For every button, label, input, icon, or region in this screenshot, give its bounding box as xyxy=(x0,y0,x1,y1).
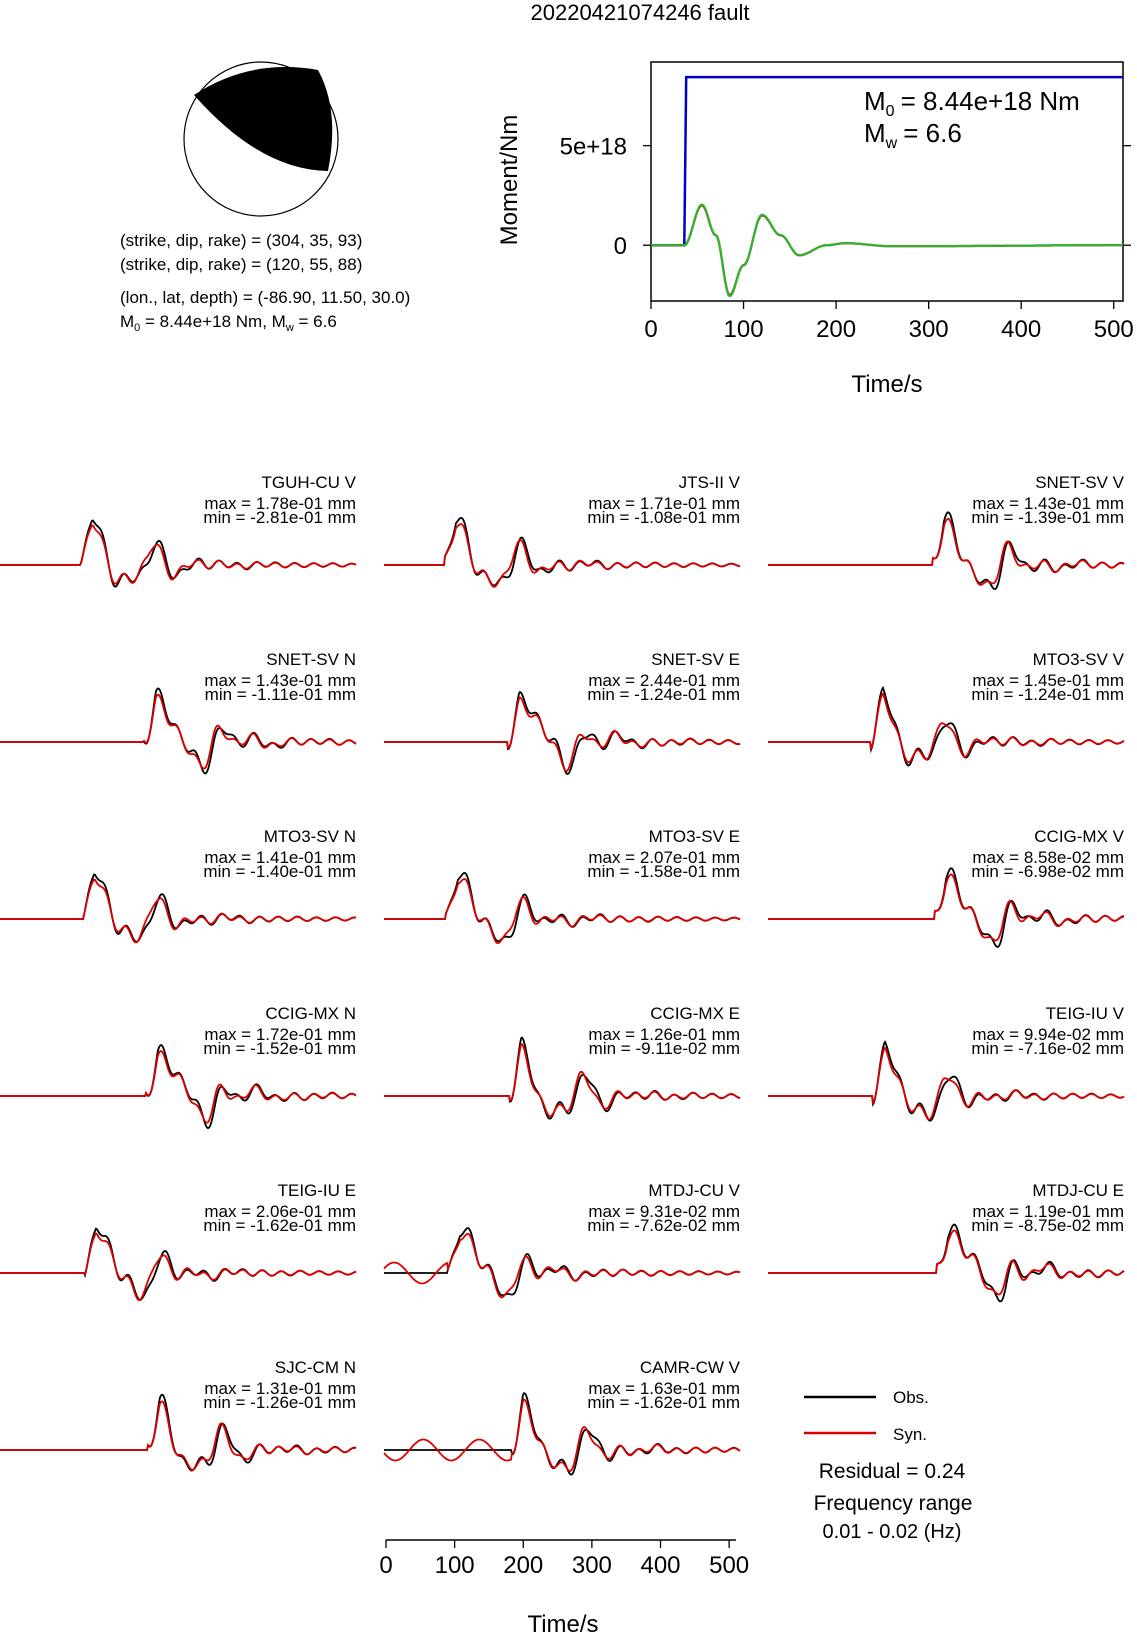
station-name: JTS-II V xyxy=(678,473,740,492)
moment-axes xyxy=(560,134,1134,343)
moment-xtick-label: 200 xyxy=(816,316,857,343)
moment-rate-line-green xyxy=(651,205,1123,296)
waveform-panel xyxy=(768,827,1125,947)
min-amplitude: min = -8.75e-02 mm xyxy=(971,1216,1124,1235)
min-amplitude: min = -1.62e-01 mm xyxy=(587,1393,740,1412)
waveform-xtick-label: 300 xyxy=(571,1552,612,1579)
mw-annotation: $M_w = 6.6$ xyxy=(864,118,962,152)
synthetic-trace xyxy=(768,519,1124,585)
moment-xlabel: Time/s xyxy=(851,371,923,398)
station-name: SJC-CM N xyxy=(274,1358,356,1377)
station-name: MTO3-SV N xyxy=(263,827,356,846)
max-amplitude: max = 9.31e-02 mm xyxy=(588,1202,740,1221)
min-amplitude: min = -1.40e-01 mm xyxy=(203,862,356,881)
max-amplitude: max = 2.06e-01 mm xyxy=(204,1202,356,1221)
waveform-panel xyxy=(0,1004,356,1128)
waveform-panel xyxy=(0,1358,356,1471)
waveform-time-axis xyxy=(379,1540,749,1579)
min-amplitude: min = -6.98e-02 mm xyxy=(971,862,1124,881)
m0-mid: = 8.44e+18 Nm, M xyxy=(140,312,286,331)
max-amplitude: max = 8.58e-02 mm xyxy=(972,848,1124,867)
max-amplitude: max = 1.72e-01 mm xyxy=(204,1025,356,1044)
max-amplitude: max = 1.31e-01 mm xyxy=(204,1379,356,1398)
waveform-panel xyxy=(0,827,356,943)
synthetic-trace xyxy=(0,526,356,584)
waveform-panel xyxy=(384,1004,740,1119)
max-amplitude: max = 2.07e-01 mm xyxy=(588,848,740,867)
synthetic-trace xyxy=(768,874,1124,940)
synthetic-trace xyxy=(384,1234,740,1298)
station-name: CCIG-MX V xyxy=(1034,827,1124,846)
waveform-panel xyxy=(384,827,740,943)
waveform-xtick-label: 100 xyxy=(434,1552,475,1579)
waveform-panel xyxy=(768,1004,1125,1121)
min-amplitude: min = -1.62e-01 mm xyxy=(203,1216,356,1235)
station-name: CCIG-MX N xyxy=(265,1004,356,1023)
min-amplitude: min = -1.24e-01 mm xyxy=(971,685,1124,704)
observed-trace xyxy=(0,875,356,942)
min-amplitude: min = -1.11e-01 mm xyxy=(204,685,356,704)
observed-trace xyxy=(384,1228,740,1295)
synthetic-trace xyxy=(0,879,356,942)
waveform-panel xyxy=(0,473,357,587)
waveform-xtick-label: 200 xyxy=(503,1552,544,1579)
m0-sub: 0 xyxy=(134,322,141,334)
synthetic-trace xyxy=(0,695,356,769)
station-name: TGUH-CU V xyxy=(261,473,356,492)
min-amplitude: min = -1.52e-01 mm xyxy=(203,1039,356,1058)
focal-line-2: (strike, dip, rake) = (120, 55, 88) xyxy=(120,255,363,274)
synthetic-trace xyxy=(384,524,740,587)
frequency-title: Frequency range xyxy=(813,1492,973,1515)
moment-annotation xyxy=(864,86,1080,152)
max-amplitude: max = 1.43e-01 mm xyxy=(972,494,1124,513)
max-amplitude: max = 1.19e-01 mm xyxy=(972,1202,1124,1221)
station-name: TEIG-IU V xyxy=(1045,1004,1124,1023)
moment-ytick-label: 5e+18 xyxy=(559,133,627,161)
min-amplitude: min = -7.62e-02 mm xyxy=(587,1216,740,1235)
min-amplitude: min = -1.58e-01 mm xyxy=(587,862,740,881)
moment-rate-line-red xyxy=(651,205,1123,295)
observed-trace xyxy=(768,1225,1124,1302)
waveform-panels xyxy=(0,473,1125,1475)
min-amplitude: min = -1.24e-01 mm xyxy=(587,685,740,704)
focal-line-3: (lon., lat, depth) = (-86.90, 11.50, 30.0) xyxy=(120,288,411,307)
max-amplitude: max = 1.71e-01 mm xyxy=(588,494,740,513)
synthetic-trace xyxy=(0,1234,356,1301)
max-amplitude: max = 1.45e-01 mm xyxy=(972,671,1124,690)
frequency-value: 0.01 - 0.02 (Hz) xyxy=(822,1521,962,1543)
station-name: SNET-SV V xyxy=(1035,473,1124,492)
station-name: MTO3-SV E xyxy=(648,827,740,846)
min-amplitude: min = -1.39e-01 mm xyxy=(971,508,1124,527)
station-name: SNET-SV E xyxy=(651,650,740,669)
station-name: CCIG-MX E xyxy=(650,1004,740,1023)
waveform-xtick-label: 0 xyxy=(379,1552,393,1579)
waveform-panel xyxy=(0,650,356,774)
moment-xtick-label: 0 xyxy=(644,316,658,343)
max-amplitude: max = 1.41e-01 mm xyxy=(204,848,356,867)
m0-prefix: M xyxy=(120,312,135,331)
min-amplitude: min = -7.16e-02 mm xyxy=(971,1039,1124,1058)
m0-annotation: $M_0 = 8.44e+18$ Nm xyxy=(864,86,1080,120)
waveform-xtick-label: 400 xyxy=(640,1552,681,1579)
focal-line-1: (strike, dip, rake) = (304, 35, 93) xyxy=(120,231,363,250)
synthetic-trace xyxy=(384,698,740,772)
max-amplitude: max = 1.26e-01 mm xyxy=(588,1025,740,1044)
waveform-panel xyxy=(768,1181,1124,1301)
station-name: MTDJ-CU E xyxy=(1032,1181,1124,1200)
min-amplitude: min = -1.26e-01 mm xyxy=(203,1393,356,1412)
focal-moment-line xyxy=(120,312,337,334)
moment-xtick-label: 500 xyxy=(1093,316,1134,343)
station-name: TEIG-IU E xyxy=(277,1181,356,1200)
max-amplitude: max = 9.94e-02 mm xyxy=(972,1025,1124,1044)
observed-trace xyxy=(384,518,740,586)
max-amplitude: max = 1.78e-01 mm xyxy=(204,494,356,513)
moment-xtick-label: 400 xyxy=(1001,316,1042,343)
moment-ylabel: Moment/Nm xyxy=(496,114,523,246)
waveform-panel xyxy=(384,1358,741,1475)
waveform-panel xyxy=(384,650,740,774)
station-name: MTDJ-CU V xyxy=(648,1181,740,1200)
moment-plot xyxy=(496,62,1134,398)
legend-obs-label: Obs. xyxy=(893,1388,929,1407)
moment-xtick-label: 300 xyxy=(908,316,949,343)
station-name: CAMR-CW V xyxy=(639,1358,740,1377)
synthetic-trace xyxy=(768,1230,1124,1294)
legend xyxy=(804,1388,972,1543)
station-name: MTO3-SV V xyxy=(1032,650,1124,669)
figure-title: 20220421074246 fault xyxy=(530,0,750,25)
waveform-panel xyxy=(0,1181,356,1300)
waveform-panel xyxy=(384,473,741,587)
synthetic-trace xyxy=(0,1051,356,1123)
waveform-panel xyxy=(384,1181,741,1297)
synthetic-trace xyxy=(768,694,1124,762)
observed-trace xyxy=(0,1229,356,1300)
synthetic-trace xyxy=(384,879,740,943)
max-amplitude: max = 1.63e-01 mm xyxy=(588,1379,740,1398)
waveform-xlabel: Time/s xyxy=(527,1611,599,1636)
min-amplitude: min = -9.11e-02 mm xyxy=(588,1039,740,1058)
waveform-xtick-label: 500 xyxy=(709,1552,750,1579)
observed-trace xyxy=(384,873,740,941)
max-amplitude: max = 1.43e-01 mm xyxy=(204,671,356,690)
waveform-panel xyxy=(768,473,1125,589)
observed-trace xyxy=(0,521,356,587)
waveform-panel xyxy=(768,650,1125,766)
moment-ytick-label: 0 xyxy=(613,233,627,261)
beachball xyxy=(184,62,338,216)
max-amplitude: max = 2.44e-01 mm xyxy=(588,671,740,690)
residual-text: Residual = 0.24 xyxy=(818,1460,966,1483)
station-name: SNET-SV N xyxy=(266,650,356,669)
mw-sub: w xyxy=(285,322,294,334)
min-amplitude: min = -2.81e-01 mm xyxy=(203,508,356,527)
moment-xtick-label: 100 xyxy=(723,316,764,343)
min-amplitude: min = -1.08e-01 mm xyxy=(587,508,740,527)
mw-tail: = 6.6 xyxy=(293,312,337,331)
synthetic-trace xyxy=(768,1048,1124,1120)
legend-syn-label: Syn. xyxy=(893,1425,928,1444)
